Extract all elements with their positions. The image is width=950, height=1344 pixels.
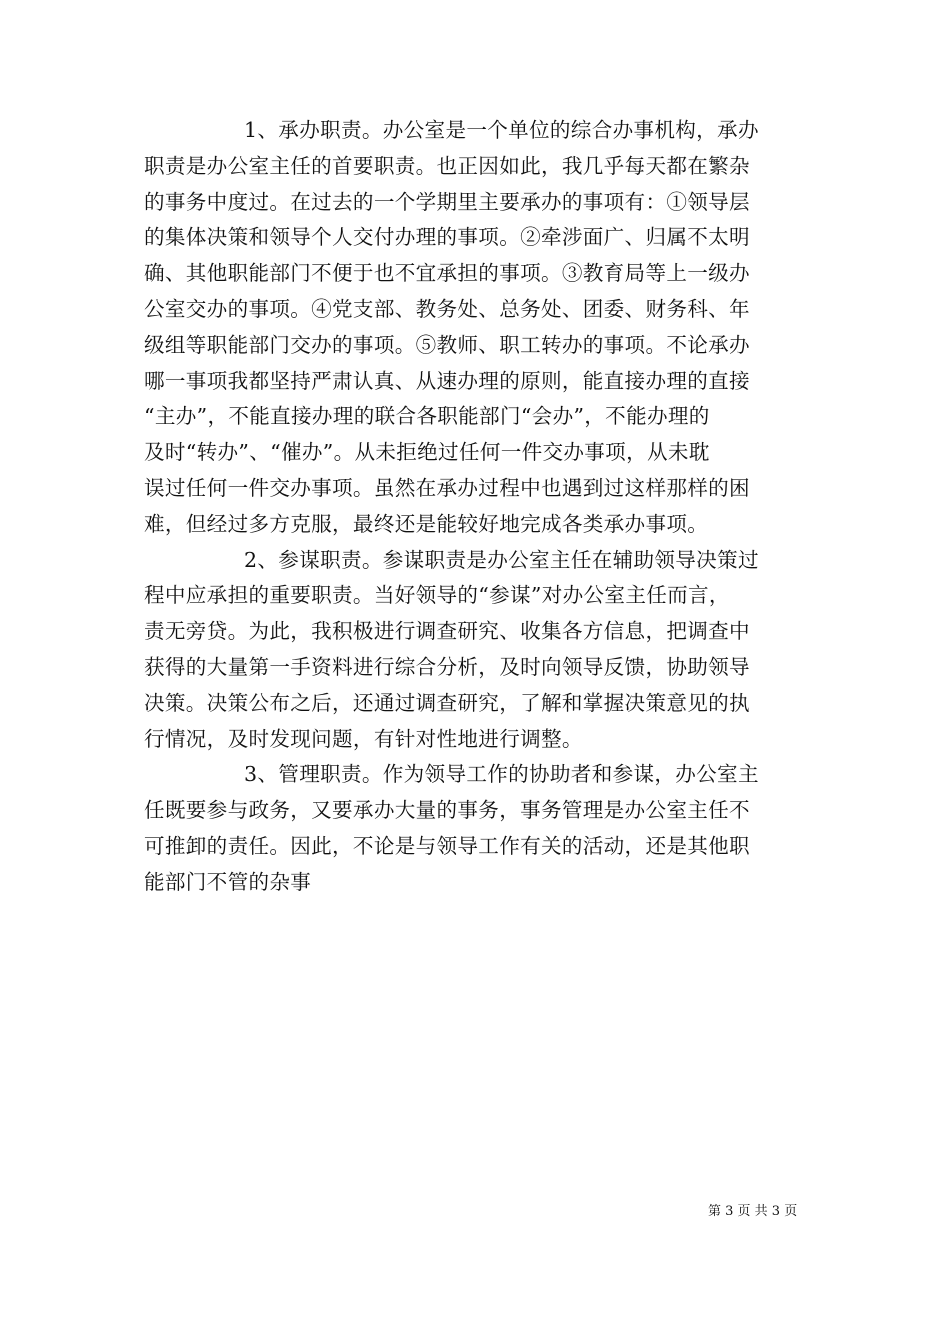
- text-line: 能部门不管的杂事: [144, 869, 312, 894]
- text-line: 职责是办公室主任的首要职责。也正因如此，我几乎每天都在繁杂: [144, 153, 750, 178]
- document-body: [144, 113, 810, 901]
- text-line: 可推卸的责任。因此，不论是与领导工作有关的活动，还是其他职: [144, 833, 750, 858]
- text-line: 责无旁贷。为此，我积极进行调查研究、收集各方信息，把调查中: [144, 619, 750, 644]
- text-line: 2、参谋职责。参谋职责是办公室主任在辅助领导决策过: [244, 547, 759, 572]
- text-line: 的集体决策和领导个人交付办理的事项。②牵涉面广、归属不太明: [144, 225, 750, 250]
- paragraph-undertaking-duty: [144, 113, 810, 543]
- text-line: 确、其他职能部门不便于也不宜承担的事项。③教育局等上一级办: [144, 261, 750, 286]
- text-line: 的事务中度过。在过去的一个学期里主要承办的事项有：①领导层: [144, 189, 750, 214]
- text-line: 行情况，及时发现问题，有针对性地进行调整。: [144, 726, 583, 751]
- paragraph-management-duty: [144, 757, 810, 900]
- text-line: “主办”，不能直接办理的联合各职能部门“会办”，不能办理的: [144, 404, 710, 429]
- text-line: 公室交办的事项。④党支部、教务处、总务处、团委、财务科、年: [144, 296, 750, 321]
- text-line: 决策。决策公布之后，还通过调查研究，了解和掌握决策意见的执: [144, 690, 750, 715]
- text-line: 1、承办职责。办公室是一个单位的综合办事机构，承办: [244, 118, 759, 142]
- paragraph-advisory-duty: [144, 543, 810, 758]
- text-line: 及时“转办”、“催办”。从未拒绝过任何一件交办事项，从未耽: [144, 440, 710, 465]
- text-line: 任既要参与政务，又要承办大量的事务，事务管理是办公室主任不: [144, 798, 750, 823]
- text-line: 3、管理职责。作为领导工作的协助者和参谋，办公室主: [244, 762, 759, 787]
- text-line: 难，但经过多方克服，最终还是能较好地完成各类承办事项。: [144, 511, 709, 536]
- text-line: 哪一事项我都坚持严肃认真、从速办理的原则，能直接办理的直接: [144, 368, 750, 393]
- text-line: 误过任何一件交办事项。虽然在承办过程中也遇到过这样那样的困: [144, 475, 750, 500]
- page-number-footer: 第 3 页 共 3 页: [708, 1204, 798, 1219]
- text-line: 获得的大量第一手资料进行综合分析，及时向领导反馈，协助领导: [144, 654, 750, 679]
- text-line: 级组等职能部门交办的事项。⑤教师、职工转办的事项。不论承办: [144, 332, 750, 357]
- text-line: 程中应承担的重要职责。当好领导的“参谋”对办公室主任而言，: [144, 583, 730, 608]
